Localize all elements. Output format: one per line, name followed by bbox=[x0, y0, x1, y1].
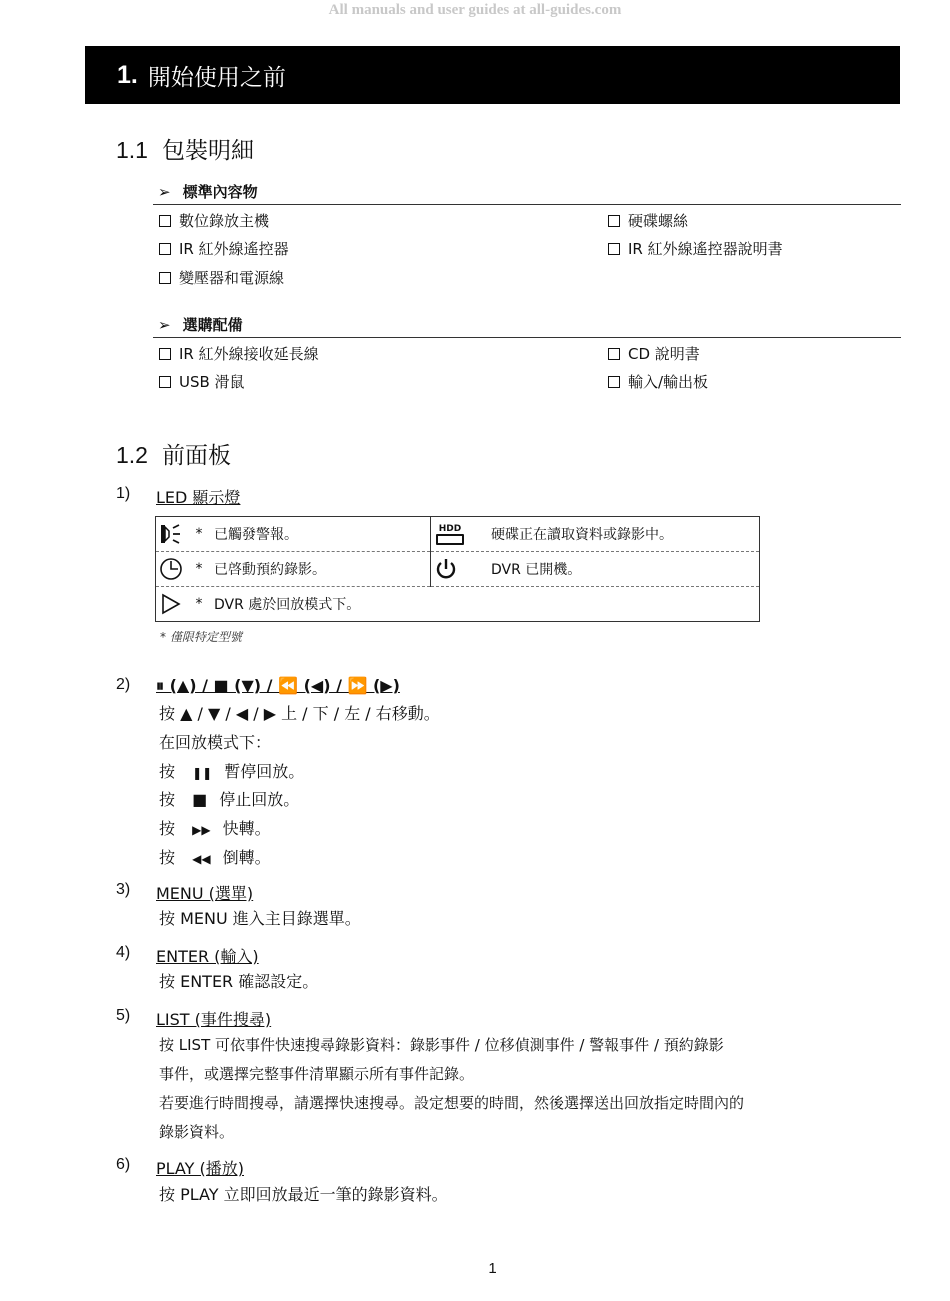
section-title-1-2 bbox=[116, 437, 231, 470]
asterisk: * bbox=[195, 561, 203, 577]
watermark: All manuals and user guides at all-guides.com bbox=[328, 2, 622, 18]
press-label: 按 bbox=[159, 762, 176, 781]
chapter-header bbox=[85, 46, 900, 104]
led-cell bbox=[431, 552, 760, 587]
checkbox-icon bbox=[608, 376, 620, 388]
power-led-icon bbox=[433, 556, 459, 582]
checkbox-icon bbox=[159, 272, 171, 284]
item-heading: ⏸ (▲) / ■ (▼) / ⏪ (◀) / ⏩ (▶) bbox=[156, 676, 400, 695]
paragraph-text: 停止回放。 bbox=[219, 790, 300, 809]
paragraph: 事件，或選擇完整事件清單顯示所有事件記錄。 bbox=[159, 1065, 475, 1083]
led-description: DVR 處於回放模式下。 bbox=[214, 597, 361, 613]
item-heading: LED 顯示燈 bbox=[156, 488, 241, 507]
led-cell bbox=[156, 517, 431, 552]
item-label: 硬碟螺絲 bbox=[628, 212, 689, 230]
asterisk: * bbox=[195, 526, 203, 542]
led-cell bbox=[156, 552, 431, 587]
led-table bbox=[155, 516, 760, 622]
paragraph-text: 倒轉。 bbox=[222, 848, 271, 867]
checkbox-icon bbox=[608, 348, 620, 360]
hdd-icon-label: HDD bbox=[438, 523, 462, 534]
stop-icon: ■ bbox=[192, 790, 208, 809]
paragraph: 錄影資料。 bbox=[159, 1123, 235, 1141]
led-cell bbox=[156, 587, 760, 622]
checklist-item bbox=[608, 210, 688, 231]
paragraph bbox=[159, 757, 304, 788]
checklist-item bbox=[159, 210, 269, 231]
section-heading: 前面板 bbox=[161, 443, 231, 469]
checkbox-icon bbox=[608, 215, 620, 227]
paragraph bbox=[159, 785, 299, 814]
list-number: 4) bbox=[116, 944, 131, 961]
item-label: IR 紅外線遙控器 bbox=[179, 240, 289, 258]
chapter-title: 開始使用之前 bbox=[147, 64, 286, 91]
checklist-item bbox=[608, 343, 700, 364]
paragraph bbox=[159, 843, 271, 874]
checkbox-icon bbox=[159, 376, 171, 388]
paragraph-text: 快轉。 bbox=[222, 819, 271, 838]
arrow-bullet-icon: ➢ bbox=[158, 316, 171, 334]
checklist-item bbox=[608, 371, 708, 392]
divider bbox=[153, 204, 901, 205]
paragraph: 在回放模式下： bbox=[159, 733, 272, 752]
press-label: 按 bbox=[159, 819, 176, 838]
checkbox-icon bbox=[159, 348, 171, 360]
item-label: IR 紅外線接收延長線 bbox=[179, 345, 319, 363]
pause-icon: ❚❚ bbox=[192, 766, 213, 780]
led-description: 已啓動預約錄影。 bbox=[214, 562, 326, 578]
paragraph: 按 ENTER 確認設定。 bbox=[159, 972, 319, 991]
subheading-standard bbox=[158, 181, 258, 202]
footnote: * 僅限特定型號 bbox=[160, 630, 242, 644]
item-label: 輸入/輸出板 bbox=[628, 373, 709, 391]
checklist-item bbox=[159, 267, 284, 288]
checkbox-icon bbox=[608, 243, 620, 255]
list-number: 1) bbox=[116, 485, 131, 502]
checklist-item bbox=[159, 343, 319, 364]
fast-forward-icon: ▶▶ bbox=[192, 823, 211, 837]
checkbox-icon bbox=[159, 215, 171, 227]
item-label: IR 紅外線遙控器說明書 bbox=[628, 240, 783, 258]
section-title-1-1 bbox=[116, 132, 254, 165]
section-heading: 包裝明細 bbox=[161, 138, 254, 164]
hdd-led-icon bbox=[433, 521, 467, 547]
timer-led-icon bbox=[158, 556, 184, 582]
subheading-optional bbox=[158, 314, 243, 335]
item-heading: PLAY (播放) bbox=[156, 1159, 244, 1178]
led-description: 硬碟正在讀取資料或錄影中。 bbox=[491, 527, 673, 543]
paragraph: 按 MENU 進入主目錄選單。 bbox=[159, 909, 361, 928]
led-description: 已觸發警報。 bbox=[214, 527, 298, 543]
checkbox-icon bbox=[159, 243, 171, 255]
list-number: 3) bbox=[116, 881, 131, 898]
list-number: 5) bbox=[116, 1007, 131, 1024]
item-heading: MENU (選單) bbox=[156, 884, 254, 903]
item-heading: ENTER (輸入) bbox=[156, 947, 259, 966]
paragraph: 若要進行時間搜尋，請選擇快速搜尋。設定想要的時間，然後選擇送出回放指定時間內的 bbox=[159, 1094, 745, 1112]
list-number: 6) bbox=[116, 1156, 131, 1173]
paragraph: 按 PLAY 立即回放最近一筆的錄影資料。 bbox=[159, 1185, 448, 1204]
checklist-item bbox=[608, 238, 783, 259]
list-number: 2) bbox=[116, 676, 131, 693]
alarm-led-icon bbox=[158, 521, 184, 547]
paragraph-text: 暫停回放。 bbox=[224, 762, 305, 781]
divider bbox=[153, 337, 901, 338]
paragraph: 按 ▲ / ▼ / ◀ / ▶ 上 / 下 / 左 / 右移動。 bbox=[159, 704, 440, 723]
section-number: 1.1 bbox=[116, 137, 148, 163]
item-label: USB 滑鼠 bbox=[179, 373, 245, 391]
item-label: 數位錄放主機 bbox=[179, 212, 270, 230]
arrow-bullet-icon: ➢ bbox=[158, 183, 171, 201]
page-number: 1 bbox=[488, 1260, 497, 1277]
press-label: 按 bbox=[159, 790, 176, 809]
subheading-label: 標準內容物 bbox=[182, 183, 258, 201]
item-heading: LIST (事件搜尋) bbox=[156, 1010, 272, 1029]
paragraph bbox=[159, 814, 271, 845]
play-led-icon bbox=[158, 591, 184, 617]
subheading-label: 選購配備 bbox=[182, 316, 243, 334]
checklist-item bbox=[159, 238, 289, 259]
press-label: 按 bbox=[159, 848, 176, 867]
led-cell bbox=[431, 517, 760, 552]
led-description: DVR 已開機。 bbox=[491, 562, 582, 578]
item-label: CD 說明書 bbox=[628, 345, 700, 363]
asterisk: * bbox=[195, 596, 203, 612]
chapter-number: 1. bbox=[117, 60, 138, 89]
checklist-item bbox=[159, 371, 245, 392]
paragraph: 按 LIST 可依事件快速搜尋錄影資料：錄影事件 / 位移偵測事件 / 警報事件 / 預約錄影 bbox=[159, 1036, 724, 1054]
item-label: 變壓器和電源線 bbox=[179, 269, 285, 287]
section-number: 1.2 bbox=[116, 442, 148, 468]
hdd-icon-body bbox=[436, 534, 464, 545]
rewind-icon: ◀◀ bbox=[192, 852, 211, 866]
